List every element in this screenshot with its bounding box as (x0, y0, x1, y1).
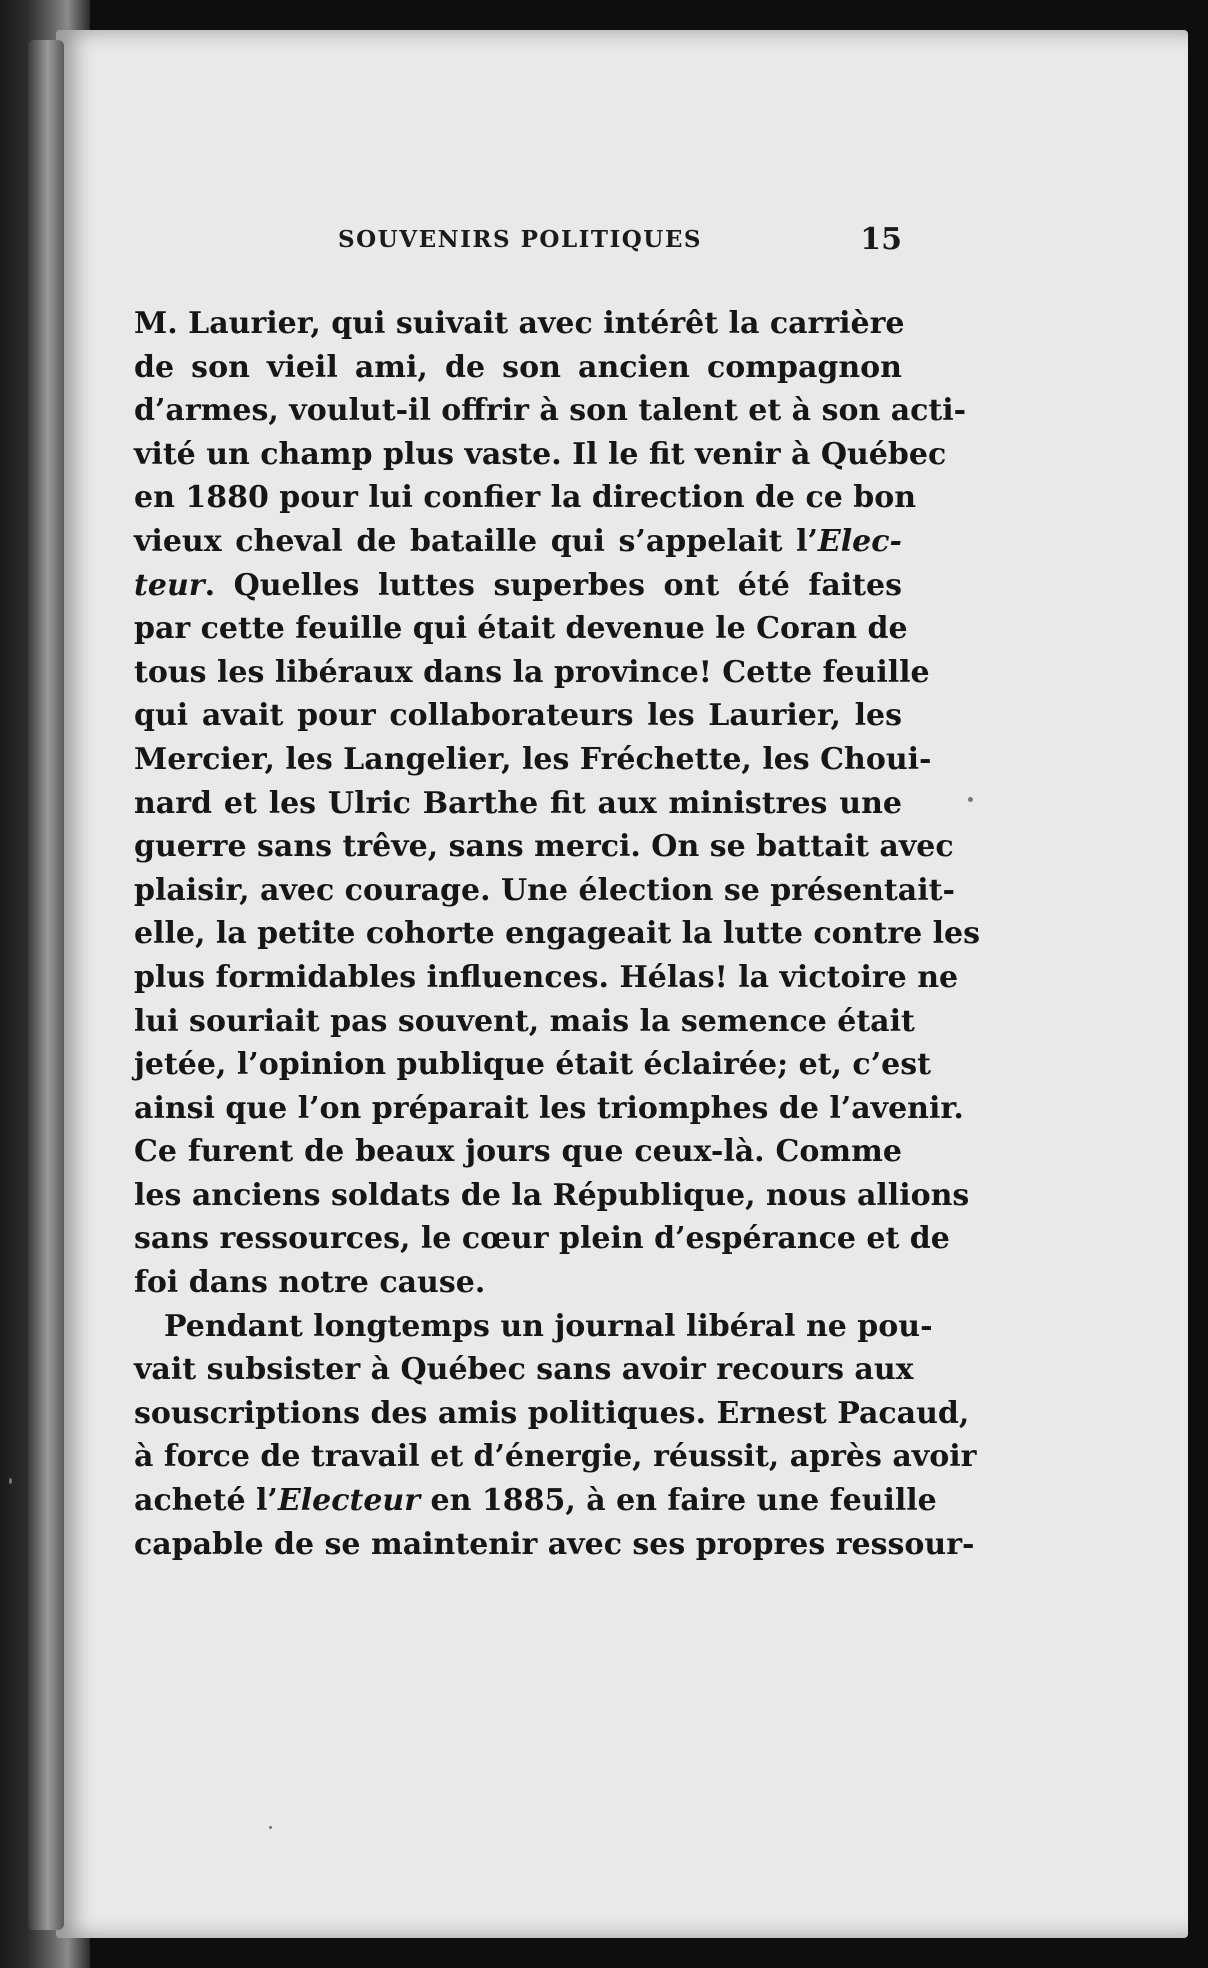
text-line: d’armes, voulut-il offrir à son talent et à son acti- (134, 393, 967, 429)
paper-speck (9, 1478, 12, 1484)
text-line: guerre sans trêve, sans merci. On se battait avec (134, 829, 954, 865)
text-line: teur. Quelles luttes superbes ont été faites (134, 567, 902, 603)
text-line: Pendant longtemps un journal libéral ne pou- (164, 1308, 933, 1344)
text-line: tous les libéraux dans la province! Cette feuille (134, 654, 930, 690)
text-line: nard et les Ulric Barthe fit aux ministres une (134, 785, 902, 821)
paper-speck (968, 797, 973, 802)
text-line: Mercier, les Langelier, les Fréchette, les Choui- (134, 741, 932, 777)
text-line: par cette feuille qui était devenue le Coran de (134, 611, 908, 647)
running-title: SOUVENIRS POLITIQUES (338, 226, 702, 253)
book-spine-edge (28, 40, 64, 1930)
text-line: jetée, l’opinion publique était éclairée; et, c’est (134, 1047, 931, 1083)
text-line: plaisir, avec courage. Une élection se présentait- (134, 872, 955, 908)
text-line: Ce furent de beaux jours que ceux-là. Comme (134, 1134, 902, 1170)
running-head (138, 222, 902, 262)
text-line: lui souriait pas souvent, mais la semence était (134, 1003, 915, 1039)
text-line: à force de travail et d’énergie, réussit, après avoir (134, 1439, 977, 1475)
text-line: vait subsister à Québec sans avoir recours aux (134, 1352, 914, 1388)
text-line: elle, la petite cohorte engageait la lutte contre les (134, 916, 981, 952)
text-line: acheté l’Electeur en 1885, à en faire une feuille (134, 1483, 937, 1519)
text-line: de son vieil ami, de son ancien compagnon (134, 349, 902, 385)
page-number: 15 (860, 222, 902, 257)
text-line: en 1880 pour lui confier la direction de ce bon (134, 480, 917, 516)
text-line: capable de se maintenir avec ses propres ressour- (134, 1526, 975, 1562)
body-text (134, 302, 981, 1566)
text-line: vieux cheval de bataille qui s’appelait l’Elec- (134, 523, 902, 559)
text-line: ainsi que l’on préparait les triomphes de l’avenir. (134, 1090, 964, 1126)
text-line: qui avait pour collaborateurs les Laurier, les (134, 698, 902, 734)
text-line: M. Laurier, qui suivait avec intérêt la carrière (134, 306, 905, 341)
text-line: souscriptions des amis politiques. Ernest Pacaud, (134, 1395, 970, 1431)
text-line: sans ressources, le cœur plein d’espérance et de (134, 1221, 950, 1257)
paper-speck (269, 1826, 272, 1829)
text-line: foi dans notre cause. (134, 1265, 486, 1301)
text-line: vité un champ plus vaste. Il le fit venir à Québec (134, 436, 947, 472)
text-line: plus formidables influences. Hélas! la victoire ne (134, 959, 959, 995)
text-line: les anciens soldats de la République, nous allions (134, 1177, 970, 1213)
